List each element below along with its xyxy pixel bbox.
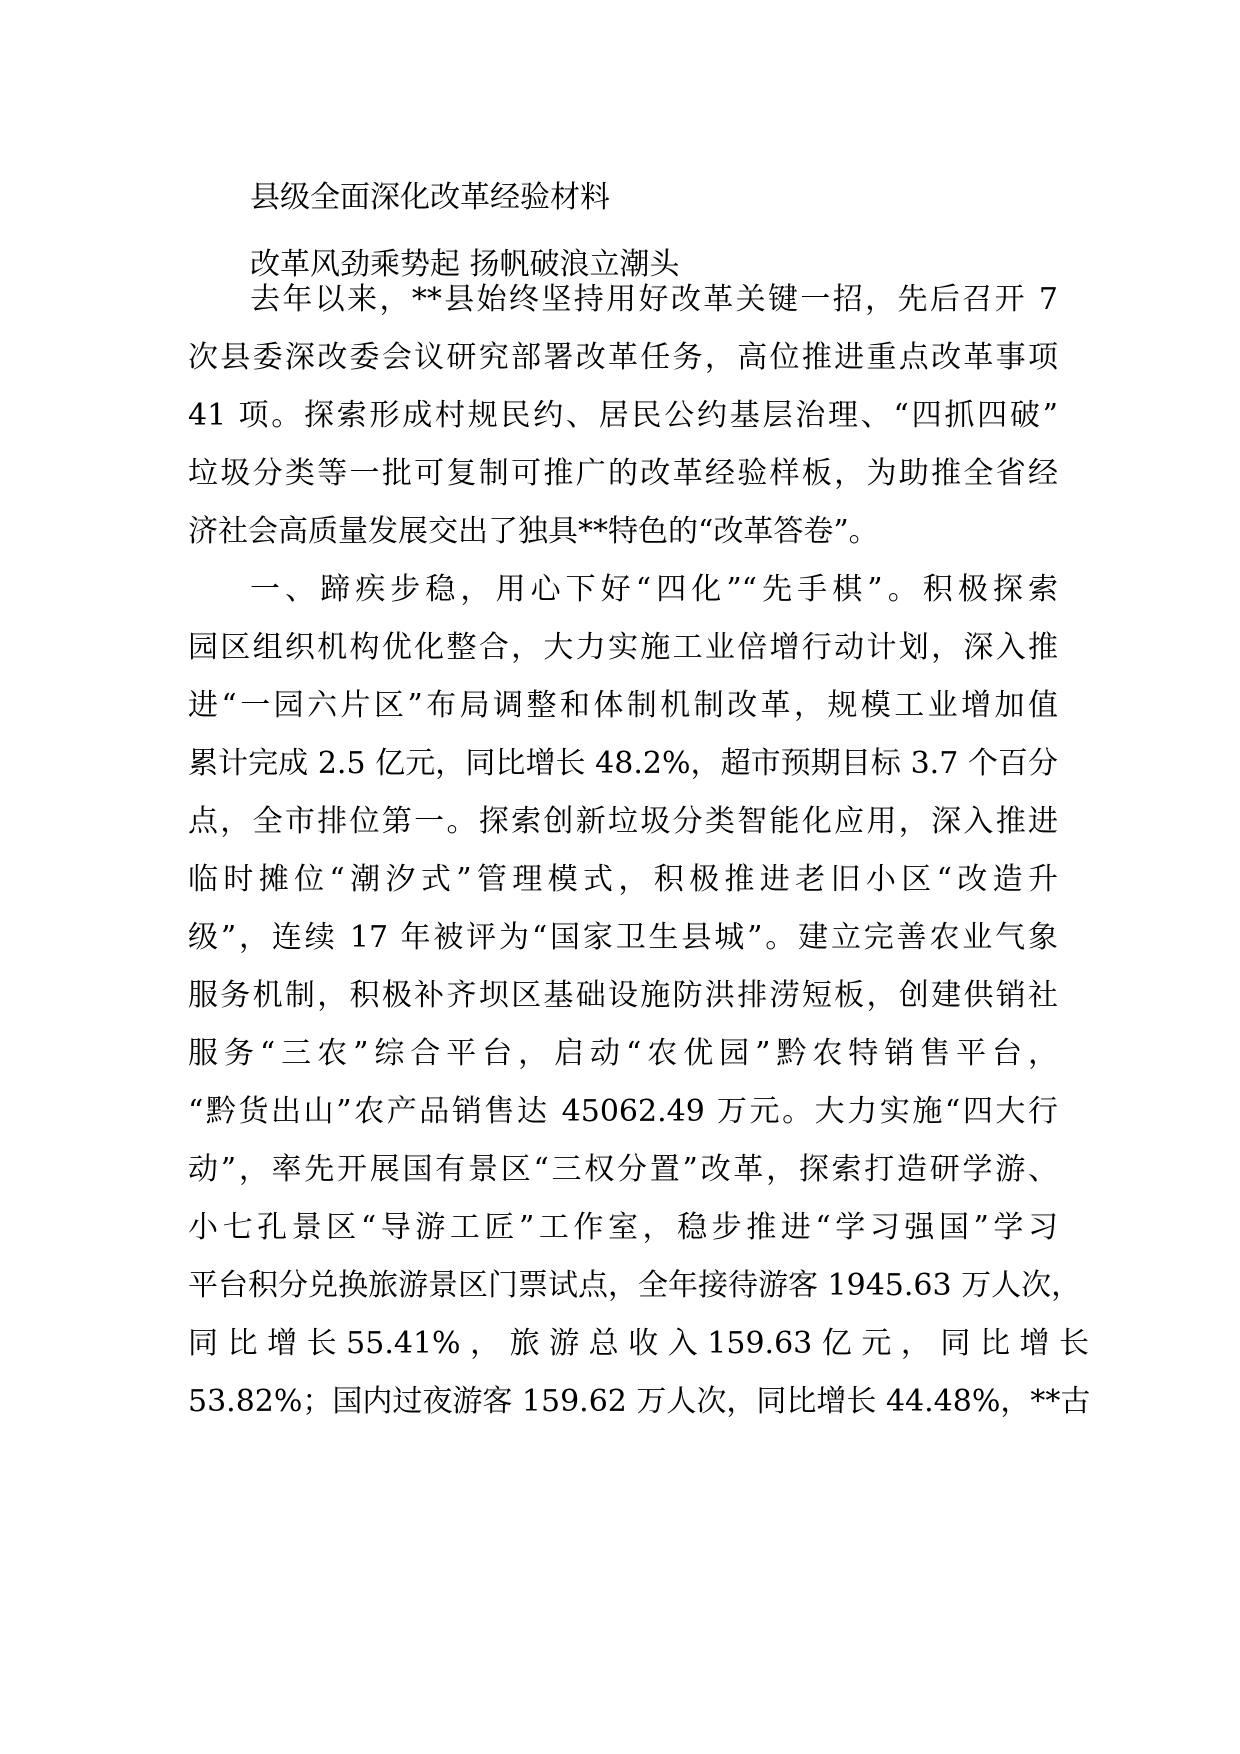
paragraph-2-line-13: 平台积分兑换旅游景区门票试点，全年接待游客 1945.63 万人次，	[188, 1268, 1082, 1303]
paragraph-2-line-9: 服务“三农”综合平台，启动“农优园”黔农特销售平台，	[188, 1036, 1058, 1071]
paragraph-2-line-5: 点，全市排位第一。探索创新垃圾分类智能化应用，深入推进	[188, 804, 1058, 839]
paragraph-1-line-3: 41 项。探索形成村规民约、居民公约基层治理、“四抓四破”	[188, 398, 1058, 433]
paragraph-2-line-12: 小七孔景区“导游工匠”工作室，稳步推进“学习强国”学习	[188, 1210, 1058, 1245]
paragraph-2-line-2: 园区组织机构优化整合，大力实施工业倍增行动计划，深入推	[188, 630, 1058, 665]
paragraph-2-line-8: 服务机制，积极补齐坝区基础设施防洪排涝短板，创建供销社	[188, 978, 1058, 1013]
paragraph-2-line-4: 累计完成 2.5 亿元，同比增长 48.2%，超市预期目标 3.7 个百分	[188, 746, 1058, 781]
paragraph-2-line-6: 临时摊位“潮汐式”管理模式，积极推进老旧小区“改造升	[188, 862, 1058, 897]
paragraph-2-line-7: 级”，连续 17 年被评为“国家卫生县城”。建立完善农业气象	[188, 920, 1058, 955]
paragraph-1-line-1: 去年以来，**县始终坚持用好改革关键一招，先后召开 7	[250, 282, 1058, 317]
paragraph-1-line-2: 次县委深改委会议研究部署改革任务，高位推进重点改革事项	[188, 340, 1058, 375]
paragraph-1-line-4: 垃圾分类等一批可复制可推广的改革经验样板，为助推全省经	[188, 456, 1058, 491]
paragraph-2-line-3: 进“一园六片区”布局调整和体制机制改革，规模工业增加值	[188, 688, 1058, 723]
document-subtitle: 改革风劲乘势起 扬帆破浪立潮头	[250, 247, 680, 282]
paragraph-2-line-15: 53.82%；国内过夜游客 159.62 万人次，同比增长 44.48%，**古	[188, 1384, 1091, 1419]
paragraph-1-line-5: 济社会高质量发展交出了独具**特色的“改革答卷”。	[188, 514, 879, 549]
paragraph-2-line-1: 一、蹄疾步稳，用心下好“四化”“先手棋”。积极探索	[250, 572, 1058, 607]
paragraph-2-line-10: “黔货出山”农产品销售达 45062.49 万元。大力实施“四大行	[188, 1094, 1058, 1129]
paragraph-2-line-14: 同 比 增 长 55.41% ， 旅 游 总 收 入 159.63 亿 元 ， 同 比 增 长	[188, 1326, 1090, 1361]
document-title: 县级全面深化改革经验材料	[250, 180, 610, 215]
paragraph-2-line-11: 动”，率先开展国有景区“三权分置”改革，探索打造研学游、	[188, 1152, 1058, 1187]
